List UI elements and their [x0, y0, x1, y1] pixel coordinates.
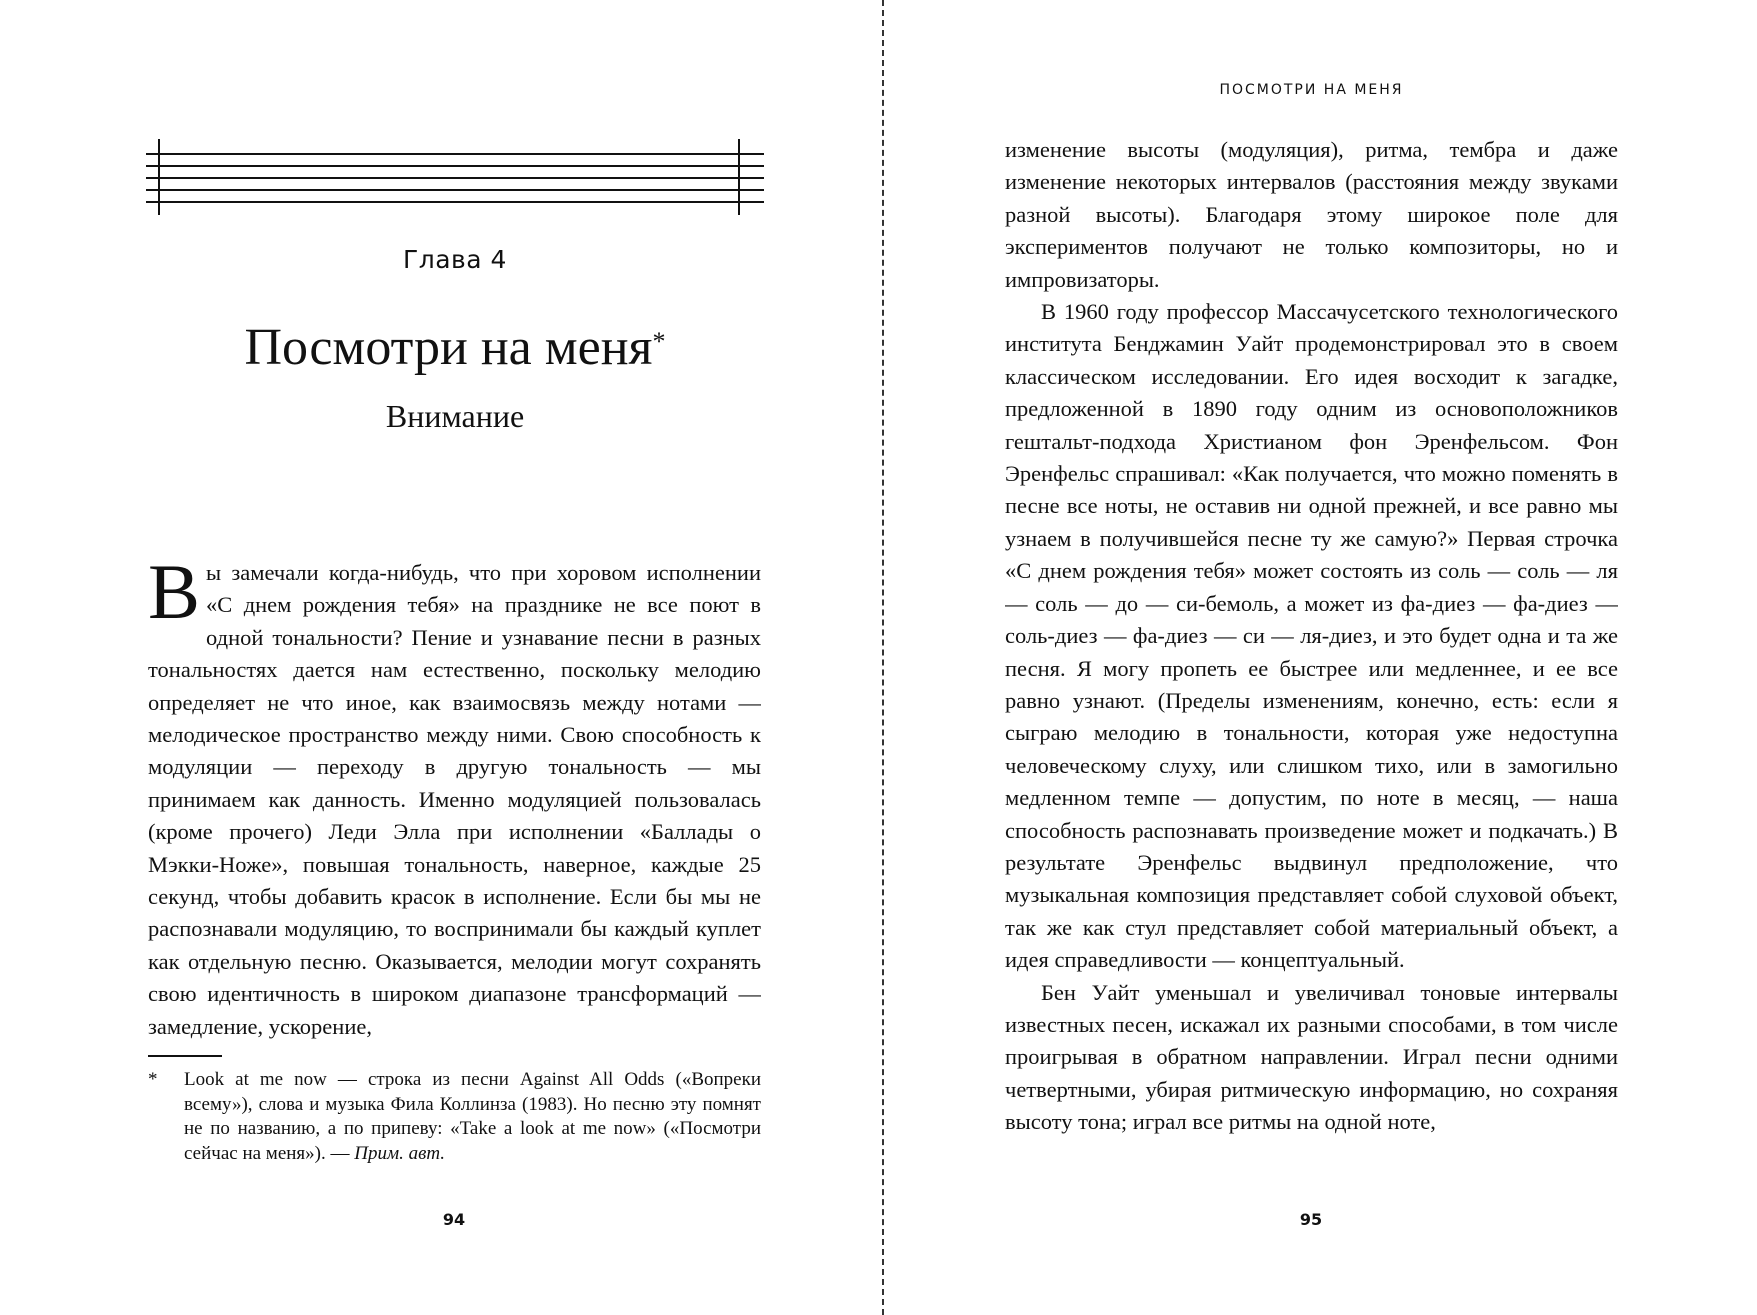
body-text-right: [1005, 134, 1618, 1164]
body-text-left: [148, 557, 761, 1043]
paragraph: В 1960 году профессор Массачусетского технологического института Бенджамин Уайт продемонстрировал это в своем классическом исследовании. Его идея восходит к загадке, предложенной в 1890 году одним из основоположников гештальт-подхода Христианом фон Эренфельсом. Фон Эренфельс спрашивал: «Как получается, что можно поменять в песне все ноты, не оставив ни одной прежней, и все равно мы узнаем в получившейся песне ту же самую?» Первая строчка «С днем рождения тебя» может состоять из соль — соль — ля — соль — до — си-бемоль, а может из фа-диез — фа-диез — соль-диез — фа-диез — си — ля-диез, и это будет одна и та же песня. Я могу пропеть ее быстрее или медленнее, и ее все равно узнают. (Пределы изменениям, конечно, есть: если я сыграю мелодию в тональности, которая уже недоступна человеческому слуху, или слишком тихо, или в замогильно медленном темпе — допустим, по ноте в месяц, — наша способность распознавать произведение может и подкачать.) В результате Эренфельс выдвинул предположение, что музыкальная композиция представляет собой слуховой объект, так же как стул представляет собой материальный объект, а идея справедливости — концептуальный.: [1005, 299, 1618, 973]
paragraph: [148, 557, 761, 1043]
footnote-text: Look at me now — строка из песни Against All Odds («Вопреки всему»), слова и музыка Фила Коллинза (1983). Но песню эту помнят не по названию, а по припеву: «Take a look at me now» («Посмотри сейчас на меня»). —: [184, 1069, 761, 1164]
footnote: [148, 1068, 761, 1166]
page-number-left: 94: [442, 1210, 466, 1229]
drop-cap: В: [148, 557, 201, 635]
footnote-rule: [148, 1055, 222, 1057]
chapter-title: [146, 318, 764, 378]
paragraph: изменение высоты (модуляция), ритма, тембра и даже изменение некоторых интервалов (расстояния между звуками разной высоты). Благодаря этому широкое поле для экспериментов получают не только композиторы, но и импровизаторы.: [1005, 137, 1618, 292]
page-gutter-divider: [882, 0, 884, 1315]
page-number-right: 95: [1299, 1210, 1323, 1229]
chapter-title-text: Посмотри на меня: [244, 319, 653, 376]
footnote-body: [184, 1068, 761, 1166]
chapter-subtitle: Внимание: [385, 398, 525, 434]
running-head: ПОСМОТРИ НА МЕНЯ: [1219, 82, 1404, 98]
footnote-reference: *: [652, 327, 666, 356]
paragraph: Бен Уайт уменьшал и увеличивал тоновые интервалы известных песен, искажал их разными способами, в том числе проигрывая в обратном направлении. Играл песни одними четвертными, убирая ритмическую информацию, но сохраняя высоту тона; играл все ритмы на одной ноте,: [1005, 979, 1618, 1135]
footnote-note: Прим. авт.: [354, 1142, 446, 1164]
chapter-label: Глава 4: [403, 245, 507, 274]
music-staff-ornament: [146, 139, 764, 215]
footnote-mark: *: [148, 1069, 158, 1090]
paragraph-text: ы замечали когда-нибудь, что при хоровом исполнении «С днем рождения тебя» на празднике не все поют в одной тональности? Пение и узнавание песни в разных тональностях дается нам естественно, поскольку мелодию определяет не что иное, как взаимосвязь между нотами — мелодическое пространство между ними. Свою способность к модуляции — переходу в другую тональность — мы принимаем как данность. Именно модуляцией пользовалась (кроме прочего) Леди Элла при исполнении «Баллады о Мэкки-Ноже», повышая тональность, наверное, каждые 25 секунд, чтобы добавить красок в исполнение. Если бы мы не распознавали модуляцию, то воспринимали бы каждый куплет как отдельную песню. Оказывается, мелодии могут сохранять свою идентичность в широком диапазоне трансформаций — замедление, ускорение,: [148, 560, 761, 1039]
